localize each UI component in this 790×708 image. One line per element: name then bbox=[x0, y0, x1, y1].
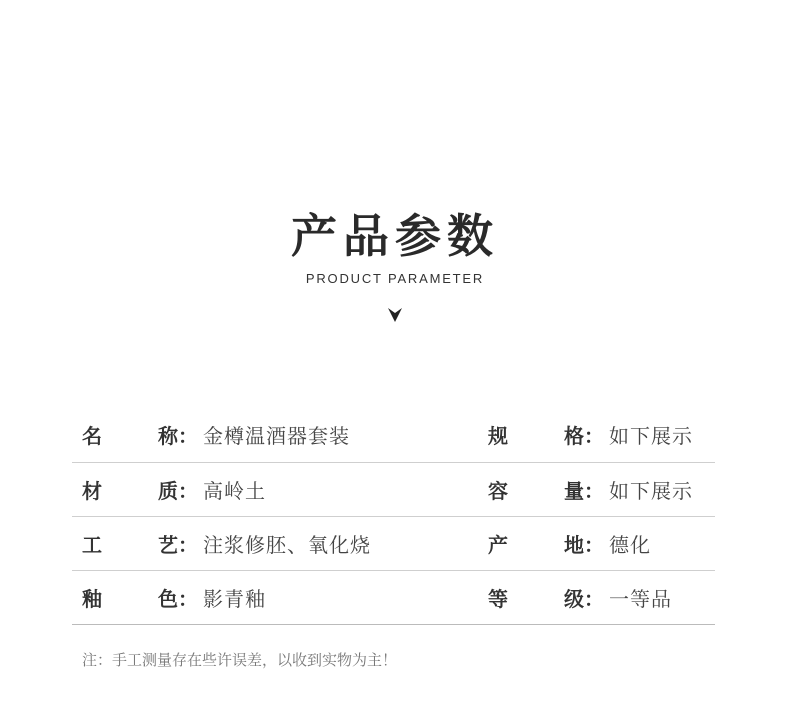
param-value: 德化 bbox=[609, 533, 651, 557]
param-label-char: 规 bbox=[488, 424, 508, 448]
param-value: 注浆修胚、氧化烧 bbox=[203, 533, 371, 557]
param-value: 金樽温酒器套装 bbox=[203, 424, 350, 448]
param-value: 如下展示 bbox=[609, 424, 693, 448]
measurement-note: 注：手工测量存在些许误差，以收到实物为主！ bbox=[82, 651, 398, 669]
table-row bbox=[72, 463, 715, 517]
section-subtitle: PRODUCT PARAMETER bbox=[305, 271, 485, 286]
param-label-char: 量： bbox=[564, 479, 604, 503]
param-label-char: 釉 bbox=[82, 587, 102, 611]
param-label-char: 艺： bbox=[158, 533, 198, 557]
table-row bbox=[72, 571, 715, 625]
param-label-char: 工 bbox=[82, 533, 102, 557]
param-label-char: 名 bbox=[82, 424, 102, 448]
param-value: 如下展示 bbox=[609, 479, 693, 503]
param-label-char: 级： bbox=[564, 587, 604, 611]
table-row bbox=[72, 407, 715, 463]
param-label-char: 质： bbox=[158, 479, 198, 503]
param-label-char: 等 bbox=[488, 587, 508, 611]
param-label-char: 材 bbox=[82, 479, 102, 503]
table-row bbox=[72, 517, 715, 571]
param-label-char: 色： bbox=[158, 587, 198, 611]
param-value: 一等品 bbox=[609, 587, 672, 611]
param-label-char: 地： bbox=[564, 533, 604, 557]
section-title: 产品参数 bbox=[291, 209, 499, 263]
param-label-char: 产 bbox=[488, 533, 508, 557]
param-value: 影青釉 bbox=[203, 587, 266, 611]
parameter-table bbox=[72, 407, 715, 625]
down-arrow-icon bbox=[0, 306, 790, 326]
param-label-char: 容 bbox=[488, 479, 508, 503]
param-value: 高岭土 bbox=[203, 479, 266, 503]
param-label-char: 格： bbox=[564, 424, 604, 448]
param-label-char: 称： bbox=[158, 424, 198, 448]
